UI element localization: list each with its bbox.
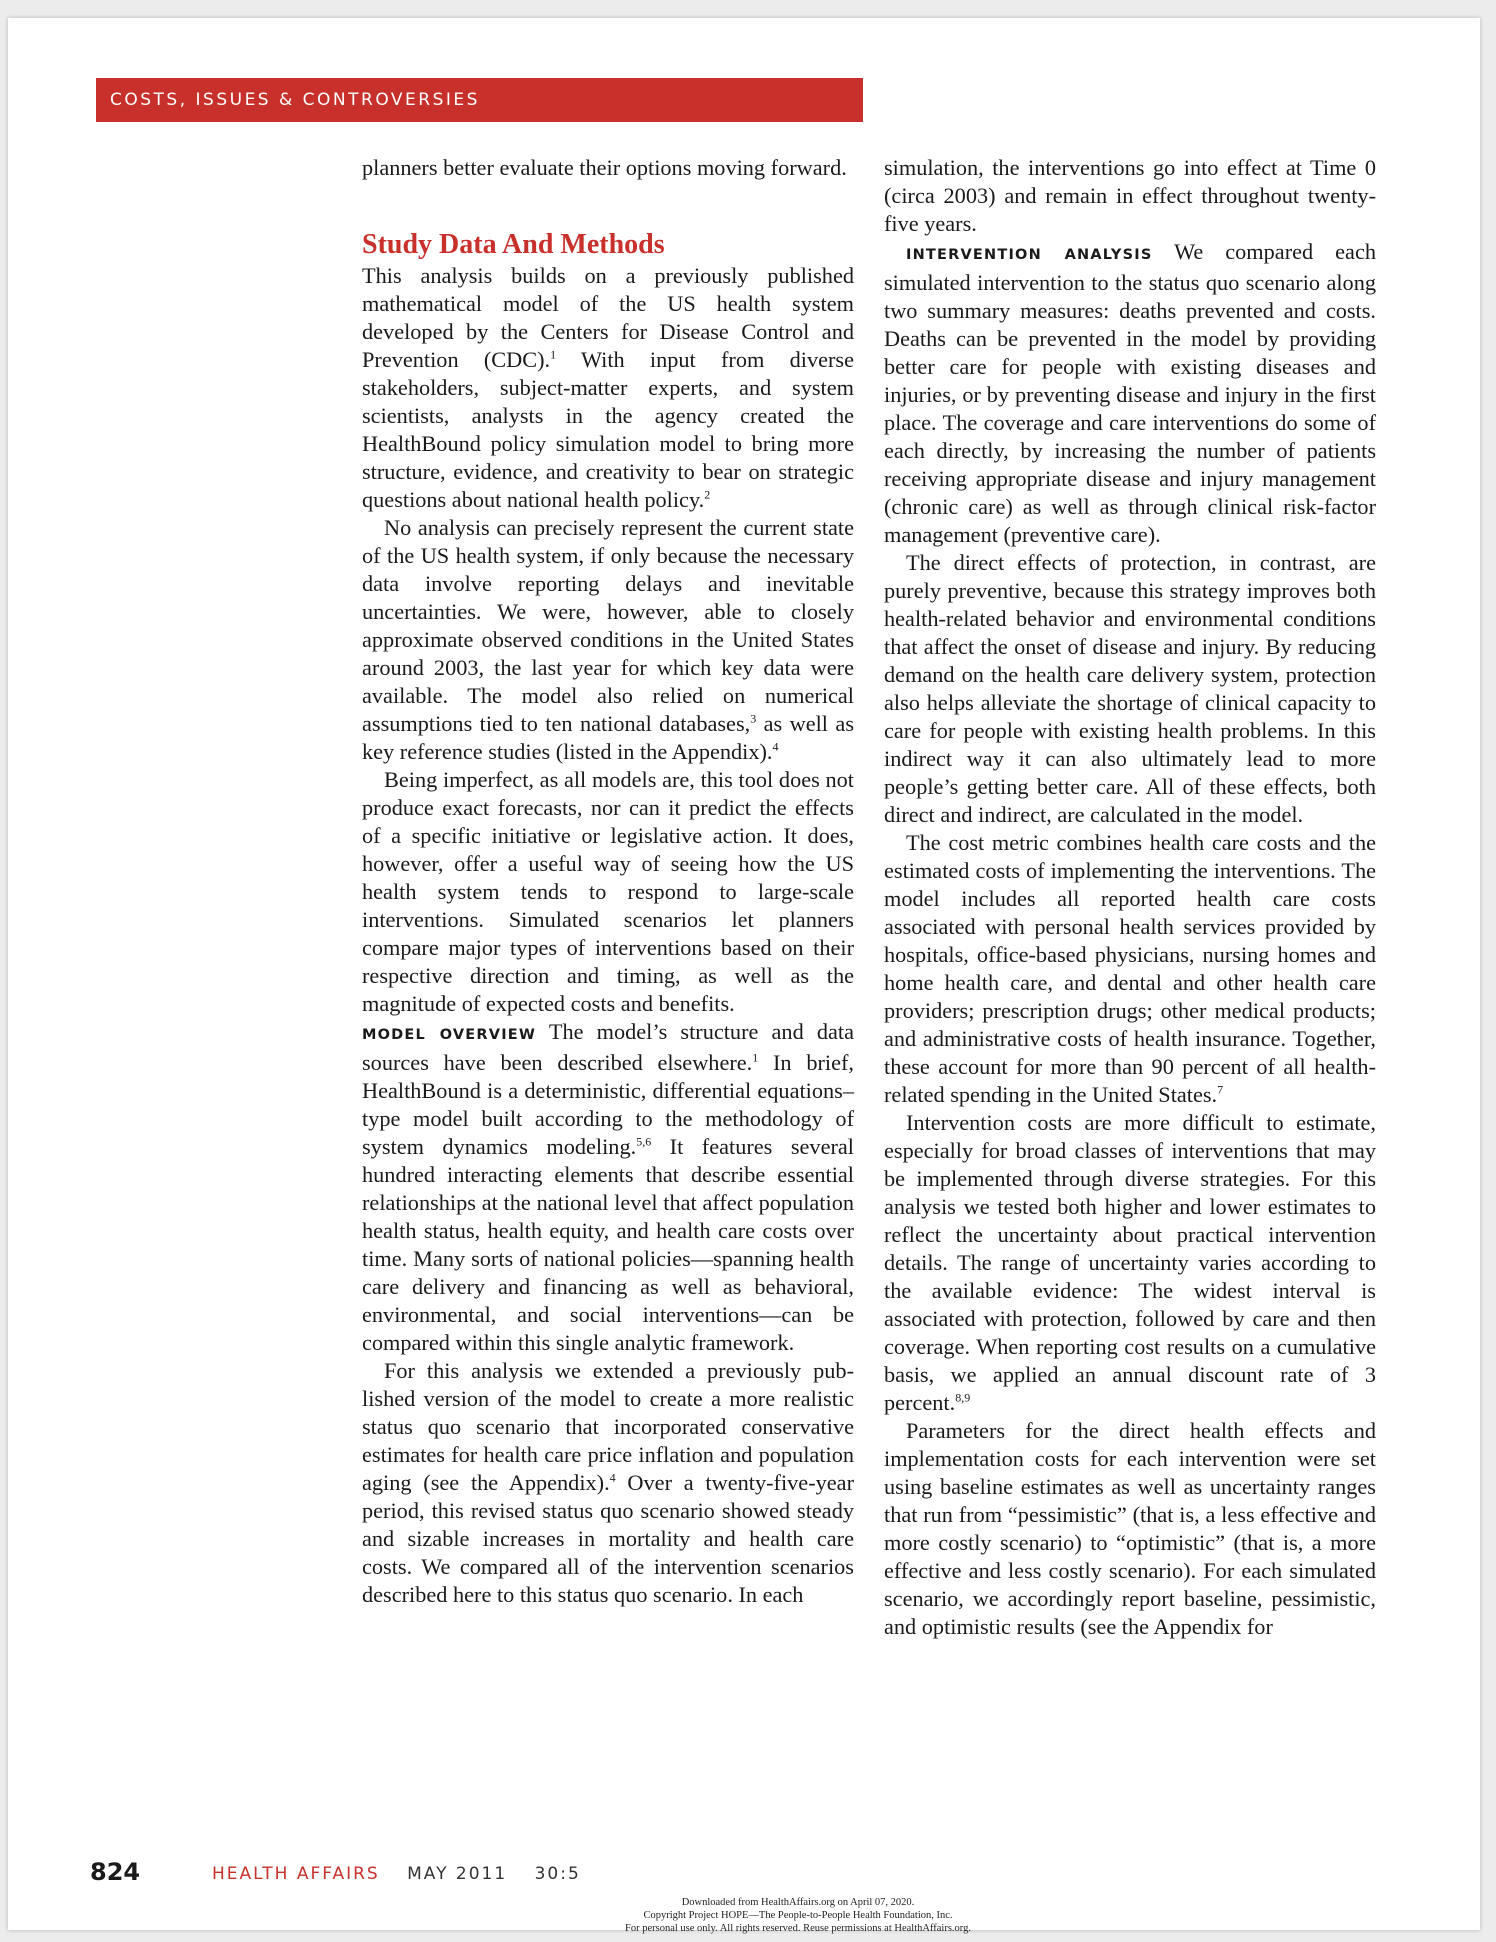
section-title: Study Data And Methods (362, 229, 665, 260)
paragraph: The cost metric combines health care costs and the estimated costs of implementing the interventions. The model includes all reported health care costs associated with personal health services provided by hospitals, office-based physicians, nursing homes and home health care, and dental and other health care providers; prescription drugs; other medical products; and administrative costs of health insurance. Together, these account for more than 90 percent of all health-related spending in the United States.$^7$ (884, 830, 1376, 1107)
copyright-line: Copyright Project HOPE—The People-to-People Health Foundation, Inc. (643, 1910, 953, 1921)
paragraph: For this analysis we extended a previously published version of the model to create a more realistic status quo scenario that incorporated conservative estimates for health care price inflation and population aging (see the Appendix).$^4$ Over a twenty-five-year period, this revised status quo scenario showed steady and sizable increases in mortality and health care costs. We compared all of the intervention scenarios described here to this status quo scenario. In each (362, 1358, 854, 1607)
paragraph: No analysis can precisely represent the current state of the US health system, if only because the necessary data involve reporting delays and inevitable uncertainties. We were, however, able to closely approximate observed conditions in the United States around 2003, the last year for which key data were available. The model also relied on numerical assumptions tied to ten national databases,$^3$ as well as key reference studies (listed in the Appendix).$^4$ (362, 515, 854, 764)
journal-name: HEALTH AFFAIRS (212, 1864, 380, 1884)
reference-marker: 4 (772, 739, 779, 754)
reference-marker: 1 (550, 347, 557, 362)
paragraph: MODEL OVERVIEW The model’s structure and data sources have been described elsewhere.$^1$ In brief, HealthBound is a deterministic, differential equations–type model built according to the methodology of system dynamics modeling.$^{5,6}$ It features several hundred interacting elements that describe essential relationships at the national level that affect population health status, health equity, and health care costs over time. Many sorts of national policies—spanning health care delivery and financing as well as behavioral, environmental, and social interventions—can be compared within this single analytic framework. (362, 1019, 855, 1355)
issue-date: MAY 2011 (407, 1864, 508, 1884)
paragraph: This analysis builds on a previously published mathematical model of the US health system developed by the Centers for Disease Control and Prevention (CDC).$^1$ With input from diverse stakeholders, subject-matter experts, and system scientists, analysts in the agency created the HealthBound policy simulation model to bring more structure, evidence, and creativity to bear on strategic questions about national health policy.$^2$ (362, 263, 854, 512)
volume-issue: 30:5 (534, 1864, 581, 1884)
download-line: Downloaded from HealthAffairs.org on April 07, 2020. (681, 1897, 915, 1908)
left-column (362, 154, 854, 1609)
reference-marker: 3 (750, 711, 757, 726)
paragraph: simulation, the interventions go into effect at Time 0 (circa 2003) and remain in effect throughout twenty-five years. (884, 155, 1376, 236)
page-number: 824 (90, 1858, 141, 1886)
journal-footer (212, 1864, 581, 1884)
reference-marker: 5,6 (636, 1134, 652, 1149)
paragraph: Being imperfect, as all models are, this tool does not produce exact forecasts, nor can it predict the effects of a specific initiative or legislative action. It does, however, offer a useful way of seeing how the US health system tends to respond to large-scale interventions. Simulated scenarios let planners compare major types of interventions based on their respective direction and timing, as well as the magnitude of expected costs and benefits. (362, 767, 854, 1016)
paragraph: The direct effects of protection, in contrast, are purely preventive, because this strategy improves both health-related behavior and environmental conditions that affect the onset of disease and injury. By reducing demand on the health care delivery system, protection also helps alleviate the shortage of clinical capacity to care for people with existing health problems. In this indirect way it can also ultimately lead to more people’s getting better care. All of these effects, both direct and indirect, are calculated in the model. (884, 550, 1376, 827)
usage-line: For personal use only. All rights reserved. Reuse permissions at HealthAffairs.org. (625, 1923, 971, 1934)
subsection-runin-heading: INTERVENTION ANALYSIS (906, 247, 1153, 263)
right-column (884, 154, 1376, 1641)
section-banner: COSTS, ISSUES & CONTROVERSIES (96, 78, 863, 122)
reference-marker: 4 (609, 1470, 616, 1485)
paragraph: INTERVENTION ANALYSIS We compared each simulated intervention to the status quo scenario along two summary measures: deaths prevented and costs. Deaths can be prevented in the model by providing better care for people with existing diseases and injuries, or by preventing disease and injury in the first place. The coverage and care interventions do some of each directly, by increasing the number of patients receiving appropriate disease and injury management (chronic care) as well as through clinical risk-factor management (preventive care). (884, 239, 1376, 547)
article-page (8, 18, 1480, 1934)
paragraph: Intervention costs are more difficult to estimate, especially for broad classes of interventions that may be implemented through diverse strategies. For this analysis we tested both higher and lower estimates to reflect the uncertainty about practical intervention details. The range of uncertainty varies according to the available evidence: The widest interval is associated with protection, followed by care and then coverage. When reporting cost results on a cumulative basis, we applied an annual discount rate of 3 percent.$^{8,9}$ (884, 1110, 1376, 1415)
paragraph: planners better evaluate their options moving forward. (362, 155, 847, 180)
paragraph: Parameters for the direct health effects and implementation costs for each intervention were set using baseline estimates as well as uncertainty ranges that run from “pessimistic” (that is, a less effective and more costly scenario) to “optimistic” (that is, a more effective and less costly scenario). For each simulated scenario, we accordingly report baseline, pessimistic, and optimistic results (see the Appendix for (884, 1418, 1376, 1639)
download-notice (548, 1896, 1048, 1935)
subsection-runin-heading: MODEL OVERVIEW (362, 1027, 537, 1043)
reference-marker: 2 (704, 487, 711, 502)
reference-marker: 7 (1217, 1082, 1224, 1097)
reference-marker: 8,9 (955, 1390, 971, 1405)
reference-marker: 1 (752, 1050, 759, 1065)
